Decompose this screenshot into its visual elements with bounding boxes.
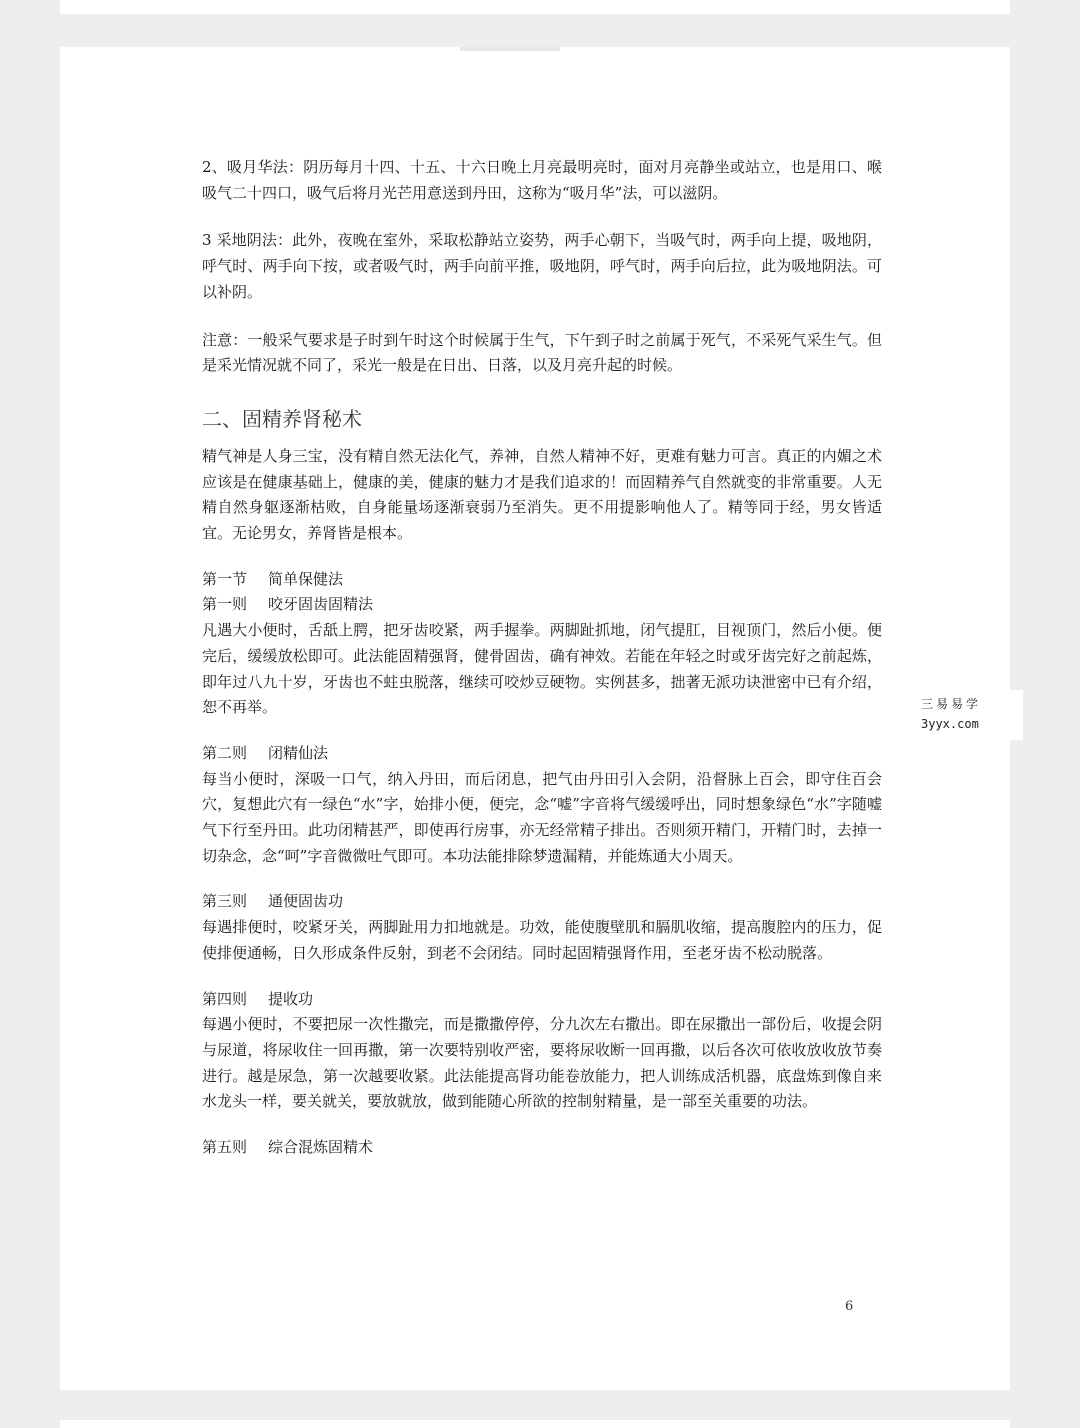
rule3-title: 通便固齿功 (268, 892, 344, 911)
section-intro: 精气神是人身三宝，没有精自然无法化气，养神，自然人精神不好，更难有魅力可言。真正的内媚之术应该是在健康基础上，健康的美，健康的魅力才是我们追求的！而固精养气自然就变的非常重要。人无精自然身躯逐渐枯败，自身能量场逐渐衰弱乃至消失。更不用提影响他人了。精等同于经，男女皆适宜。无论男女，养肾皆是根本。 (202, 446, 882, 543)
paragraph-earth-yin-method: 3 采地阴法：此外，夜晚在室外，采取松静站立姿势，两手心朝下，当吸气时，两手向上提，吸地阴，呼气时、两手向下按，或者吸气时，两手向前平推，吸地阴，呼气时，两手向后拉，此为吸地阴法。可以补阴。 (202, 231, 882, 301)
rule5-heading (202, 1135, 882, 1161)
rule1-number: 第一则 (202, 595, 248, 614)
rule4-number: 第四则 (202, 989, 248, 1008)
rule3-heading (202, 889, 882, 915)
watermark-domain: 3yyx.com (921, 717, 979, 731)
section1-title: 简单保健法 (268, 569, 344, 588)
rule2-title: 闭精仙法 (268, 743, 329, 762)
rule5-title: 综合混炼固精术 (268, 1138, 374, 1157)
rule1-title: 咬牙固齿固精法 (268, 595, 374, 614)
rule1-body: 凡遇大小便时，舌舐上腭，把牙齿咬紧，两手握拳。两脚趾抓地，闭气提肛，目视顶门，然后小便。便完后，缓缓放松即可。此法能固精强肾，健骨固齿，确有神效。若能在年轻之时或牙齿完好之前起炼，即年过八九十岁，牙齿也不蛀虫脱落，继续可咬炒豆硬物。实例甚多，拙著无派功诀泄密中已有介绍，恕不再举。 (202, 621, 882, 717)
page-number: 6 (845, 1299, 854, 1314)
rule3-number: 第三则 (202, 892, 248, 911)
rule5-number: 第五则 (202, 1138, 248, 1157)
rule2-number: 第二则 (202, 743, 248, 762)
rule4-body: 每遇小便时，不要把尿一次性撒完，而是撒撒停停，分九次左右撒出。即在尿撒出一部份后，收提会阴与尿道，将尿收住一回再撒，第一次要特别收严密，要将尿收断一回再撒，以后各次可依收放收放节奏进行。越是尿急，第一次越要收紧。此法能提高肾功能卷放能力，把人训练成活机器，底盘炼到像自来水龙头一样，要关就关，要放就放，做到能随心所欲的控制射精量，是一部至关重要的功法。 (202, 1015, 882, 1111)
header-smudge (460, 47, 560, 51)
previous-page-edge (60, 0, 1010, 14)
rule4-heading (202, 987, 882, 1013)
watermark-text: 三易易学 (921, 697, 982, 711)
rule2-heading (202, 741, 882, 767)
document-page (60, 47, 1010, 1390)
rule4-title: 提收功 (268, 989, 314, 1008)
rule1-heading (202, 592, 882, 618)
section-title: 二、固精养肾秘术 (202, 406, 362, 431)
paragraph-moon-method: 2、吸月华法：阴历每月十四、十五、十六日晚上月亮最明亮时，面对月亮静坐或站立，也是用口、喉吸气二十四口，吸气后将月光芒用意送到丹田，这称为“吸月华”法，可以滋阴。 (202, 158, 882, 202)
watermark (903, 690, 1023, 740)
rule2-body: 每当小便时，深吸一口气，纳入丹田，而后闭息，把气由丹田引入会阴，沿督脉上百会，即守住百会穴，复想此穴有一绿色“水”字，始排小便，便完，念“嘘”字音将气缓缓呼出，同时想象绿色“水”字随嘘气下行至丹田。此功闭精甚严，即使再行房事，亦无经常精子排出。否则须开精门，开精门时，去掉一切杂念，念“呵”字音微微吐气即可。本功法能排除梦遗漏精，并能炼通大小周天。 (202, 769, 882, 865)
section1-number: 第一节 (202, 569, 248, 588)
page-content (202, 155, 882, 1161)
paragraph-note: 注意：一般采气要求是子时到午时这个时候属于生气，下午到子时之前属于死气，不采死气采生气。但是采光情况就不同了，采光一般是在日出、日落，以及月亮升起的时候。 (202, 330, 882, 375)
section1-heading (202, 567, 882, 593)
rule3-body: 每遇排便时，咬紧牙关，两脚趾用力扣地就是。功效，能使腹壁肌和膈肌收缩，提高腹腔内的压力，促使排便通畅，日久形成条件反射，到老不会闭结。同时起固精强肾作用，至老牙齿不松动脱落。 (202, 918, 882, 962)
next-page-edge (60, 1420, 1010, 1428)
